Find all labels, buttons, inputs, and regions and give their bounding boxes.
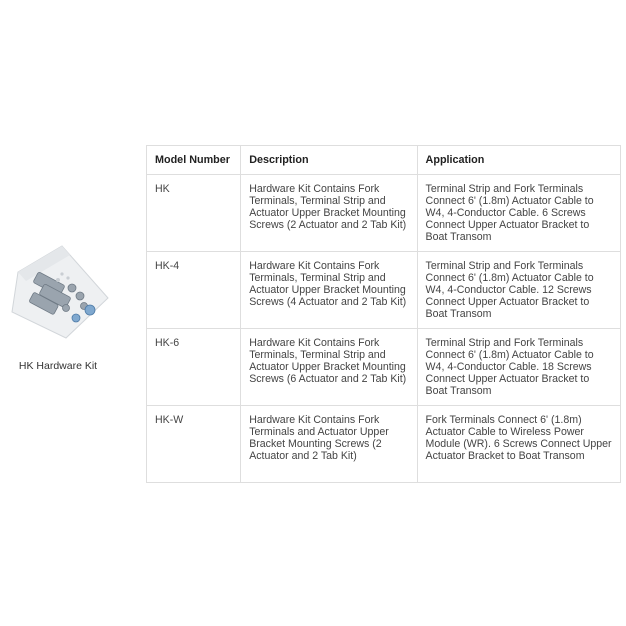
header-description: Description [241,146,417,175]
table-row [147,329,621,406]
cell-model: HK-4 [147,252,241,329]
cell-model: HK-W [147,406,241,483]
cell-application: Fork Terminals Connect 6' (1.8m) Actuator Cable to Wireless Power Module (WR). 6 Screws Connect Upper Actuator Bracket to Boat Transom [417,406,620,483]
cell-description: Hardware Kit Contains Fork Terminals, Terminal Strip and Actuator Upper Bracket Mounting Screws (6 Actuator and 2 Tab Kit) [241,329,417,406]
spec-table [146,145,621,483]
cell-application: Terminal Strip and Fork Terminals Connect 6' (1.8m) Actuator Cable to W4, 4-Conductor Cable. 6 Screws Connect Upper Actuator Bracket to Boat Transom [417,175,620,252]
table-row [147,252,621,329]
cell-description: Hardware Kit Contains Fork Terminals, Terminal Strip and Actuator Upper Bracket Mounting Screws (4 Actuator and 2 Tab Kit) [241,252,417,329]
hardware-kit-bag-icon [0,238,116,350]
table-header-row [147,146,621,175]
cell-description: Hardware Kit Contains Fork Terminals and Actuator Upper Bracket Mounting Screws (2 Actuator and 2 Tab Kit) [241,406,417,483]
header-application: Application [417,146,620,175]
cell-application: Terminal Strip and Fork Terminals Connect 6' (1.8m) Actuator Cable to W4, 4-Conductor Cable. 18 Screws Connect Upper Actuator Bracket to Boat Transom [417,329,620,406]
product-caption: HK Hardware Kit [18,360,98,372]
header-model-number: Model Number [147,146,241,175]
cell-model: HK [147,175,241,252]
cell-description: Hardware Kit Contains Fork Terminals, Terminal Strip and Actuator Upper Bracket Mounting Screws (2 Actuator and 2 Tab Kit) [241,175,417,252]
cell-model: HK-6 [147,329,241,406]
cell-application: Terminal Strip and Fork Terminals Connect 6' (1.8m) Actuator Cable to W4, 4-Conductor Cable. 12 Screws Connect Upper Actuator Bracket to Boat Transom [417,252,620,329]
product-image [0,238,116,350]
table-row [147,175,621,252]
table-row [147,406,621,483]
